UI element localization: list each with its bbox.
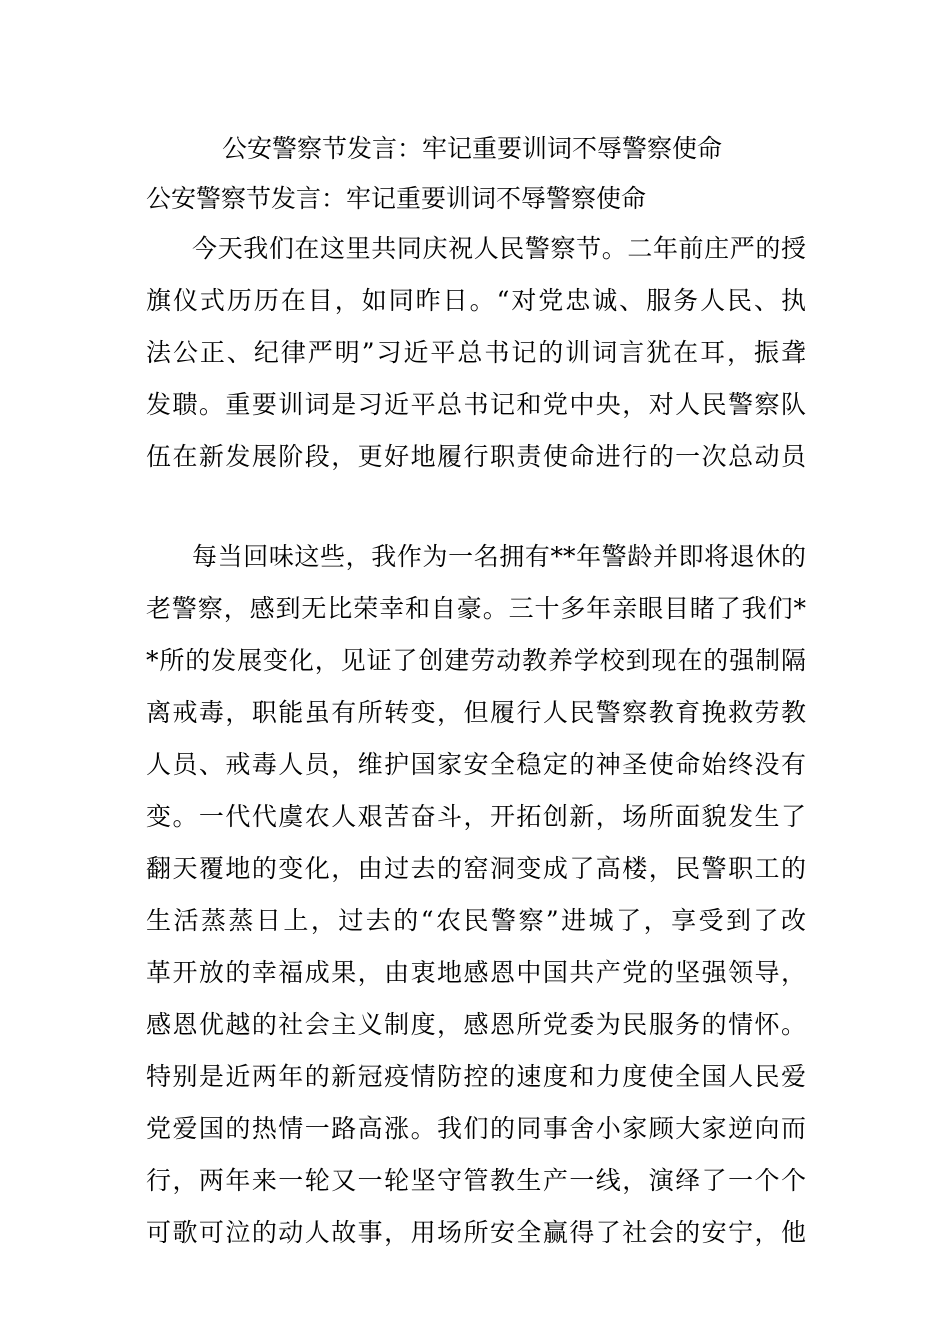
- paragraph-1-line-1: 今天我们在这里共同庆祝人民警察节。二年前庄严的授: [192, 234, 806, 263]
- paragraph-1-line-2: 旗仪式历历在目，如同昨日。“对党忠诚、服务人民、执: [146, 286, 806, 315]
- paragraph-2-line-13: 行，两年来一轮又一轮坚守管教生产一线，演绎了一个个: [146, 1166, 806, 1195]
- paragraph-2-line-7: 翻天覆地的变化，由过去的窑洞变成了高楼，民警职工的: [146, 854, 806, 883]
- paragraph-2-line-4: 离戒毒，职能虽有所转变，但履行人民警察教育挽救劳教: [146, 698, 806, 727]
- paragraph-2-line-6: 变。一代代虞农人艰苦奋斗，开拓创新，场所面貌发生了: [146, 802, 806, 831]
- paragraph-2-line-1: 每当回味这些，我作为一名拥有**年警龄并即将退休的: [192, 542, 806, 571]
- paragraph-2-line-5: 人员、戒毒人员，维护国家安全稳定的神圣使命始终没有: [146, 750, 806, 779]
- paragraph-1-line-3: 法公正、纪律严明”习近平总书记的训词言犹在耳，振聋: [146, 338, 806, 367]
- document-subtitle: 公安警察节发言：牢记重要训词不辱警察使命: [146, 184, 647, 213]
- paragraph-2-line-10: 感恩优越的社会主义制度，感恩所党委为民服务的情怀。: [146, 1010, 806, 1039]
- paragraph-2-line-11: 特别是近两年的新冠疫情防控的速度和力度使全国人民爱: [146, 1062, 806, 1091]
- document-title: 公安警察节发言：牢记重要训词不辱警察使命: [222, 134, 723, 163]
- paragraph-2-line-12: 党爱国的热情一路高涨。我们的同事舍小家顾大家逆向而: [146, 1114, 806, 1143]
- paragraph-2-line-2: 老警察，感到无比荣幸和自豪。三十多年亲眼目睹了我们*: [146, 594, 806, 623]
- paragraph-1-line-5: 伍在新发展阶段，更好地履行职责使命进行的一次总动员: [146, 442, 806, 471]
- paragraph-2-line-8: 生活蒸蒸日上，过去的“农民警察”进城了，享受到了改: [146, 906, 806, 935]
- paragraph-2-line-3: *所的发展变化，见证了创建劳动教养学校到现在的强制隔: [146, 646, 806, 675]
- paragraph-1-line-4: 发聩。重要训词是习近平总书记和党中央，对人民警察队: [146, 390, 806, 419]
- paragraph-2-line-14: 可歌可泣的动人故事，用场所安全赢得了社会的安宁，他: [146, 1218, 806, 1247]
- paragraph-2-line-9: 革开放的幸福成果，由衷地感恩中国共产党的坚强领导，: [146, 958, 806, 987]
